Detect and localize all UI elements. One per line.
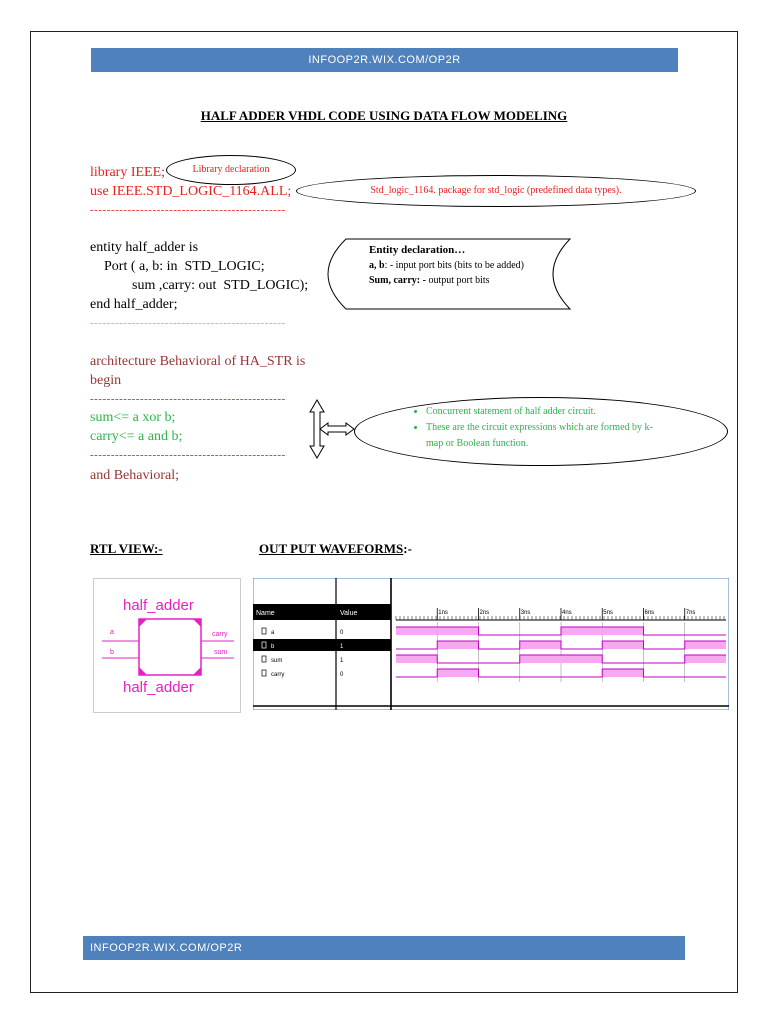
signal-high-fill — [561, 627, 602, 635]
rtl-input-b: b — [110, 649, 114, 656]
arrow-connector-icon — [308, 398, 358, 460]
signal-high-fill — [685, 641, 726, 649]
code-use-line: use IEEE.STD_LOGIC_1164.ALL; — [90, 184, 292, 199]
rtl-view-heading: RTL VIEW:- — [90, 541, 163, 556]
code-end-line: and Behavioral; — [90, 468, 180, 483]
code-stmt-sum: sum<= a xor b; — [90, 410, 176, 425]
ruler-tick-label: 2ns — [479, 610, 490, 616]
waveform-col-value: Value — [340, 610, 358, 617]
signal-high-fill — [437, 627, 478, 635]
footer-band — [83, 936, 685, 960]
ruler-tick-label: 4ns — [562, 610, 572, 616]
waveform-col-name: Name — [256, 610, 275, 617]
waveform-viewer — [253, 578, 729, 710]
rtl-bottom-name: half_adder — [123, 679, 194, 696]
entity-callout-content — [369, 243, 549, 288]
header-site-link[interactable]: INFOOP2R.WIX.COM/OP2R — [308, 54, 461, 66]
signal-name-b[interactable]: b — [271, 644, 275, 650]
waveforms-heading-text: OUT PUT WAVEFORMS — [259, 541, 404, 556]
ruler-tick-label: 3ns — [520, 610, 531, 616]
code-entity-line-2: Port ( a, b: in STD_LOGIC; — [90, 259, 265, 274]
signal-high-fill — [602, 669, 643, 677]
entity-callout-ab-desc: : - input port bits (bits to be added) — [384, 260, 524, 271]
signal-high-fill — [602, 627, 643, 635]
code-stmt-carry: carry<= a and b; — [90, 429, 183, 444]
concurrent-callout-item-2: • These are the circuit expressions which are formed by k-map or Boolean function. — [426, 420, 666, 452]
entity-callout-sum-desc: output port bits — [425, 275, 490, 286]
page-title: HALF ADDER VHDL CODE USING DATA FLOW MODELING — [200, 108, 568, 123]
package-callout-text: Std_logic_1164. package for std_logic (predefined data types). — [370, 185, 622, 196]
code-library-line: library IEEE; — [90, 165, 166, 180]
entity-callout-sum-label: Sum, carry: - — [369, 275, 426, 286]
waveforms-heading — [259, 541, 412, 557]
rtl-input-a: a — [110, 629, 114, 636]
ruler-tick-label: 6ns — [644, 610, 655, 616]
entity-callout-ports-out — [369, 273, 549, 288]
code-separator-4: ----------------------------------------------- — [90, 449, 286, 461]
signal-high-fill — [520, 655, 561, 663]
header-band — [91, 48, 678, 72]
rtl-top-name: half_adder — [123, 597, 194, 614]
entity-callout-ports-in — [369, 258, 549, 273]
signal-high-fill — [685, 655, 726, 663]
code-arch-line-2: begin — [90, 373, 122, 388]
waveforms-heading-suffix: :- — [403, 541, 412, 556]
signal-high-fill — [602, 641, 643, 649]
package-callout-bubble — [296, 175, 696, 207]
code-separator-1: ----------------------------------------------- — [90, 204, 286, 216]
library-callout-bubble — [166, 155, 296, 185]
rtl-output-carry: carry — [212, 631, 228, 638]
code-separator-3: ----------------------------------------------- — [90, 393, 286, 405]
entity-callout-ab-label: a, b — [369, 260, 385, 271]
code-entity-line-3: sum ,carry: out STD_LOGIC); — [90, 278, 309, 293]
rtl-output-sum: sum — [214, 649, 228, 656]
library-callout-text: Library declaration — [192, 164, 270, 175]
footer-site-link[interactable]: INFOOP2R.WIX.COM/OP2R — [90, 942, 243, 954]
signal-value-sum: 1 — [340, 658, 344, 664]
signal-high-fill — [437, 641, 478, 649]
signal-high-fill — [396, 655, 437, 663]
signal-value-b: 1 — [340, 644, 344, 650]
ruler-tick-label: 1ns — [438, 610, 448, 616]
code-entity-line-1: entity half_adder is — [90, 240, 199, 255]
code-arch-line-1: architecture Behavioral of HA_STR is — [90, 354, 306, 369]
signal-high-fill — [561, 655, 602, 663]
signal-high-fill — [396, 627, 437, 635]
rtl-view-panel — [93, 578, 241, 713]
signal-high-fill — [437, 669, 478, 677]
ruler-tick-label: 7ns — [685, 610, 696, 616]
signal-value-a: 0 — [340, 630, 344, 636]
code-separator-2: ----------------------------------------------- — [90, 317, 286, 329]
signal-name-carry[interactable]: carry — [271, 672, 285, 678]
code-entity-line-4: end half_adder; — [90, 297, 178, 312]
ruler-tick-label: 5ns — [603, 610, 613, 616]
signal-name-sum[interactable]: sum — [271, 658, 283, 664]
entity-callout-title: Entity declaration… — [369, 244, 466, 256]
concurrent-callout-list — [412, 404, 666, 452]
signal-name-a[interactable]: a — [271, 630, 275, 636]
signal-high-fill — [520, 641, 561, 649]
concurrent-callout-item-1: • Concurrent statement of half adder circuit. — [426, 404, 666, 420]
signal-value-carry: 0 — [340, 672, 344, 678]
